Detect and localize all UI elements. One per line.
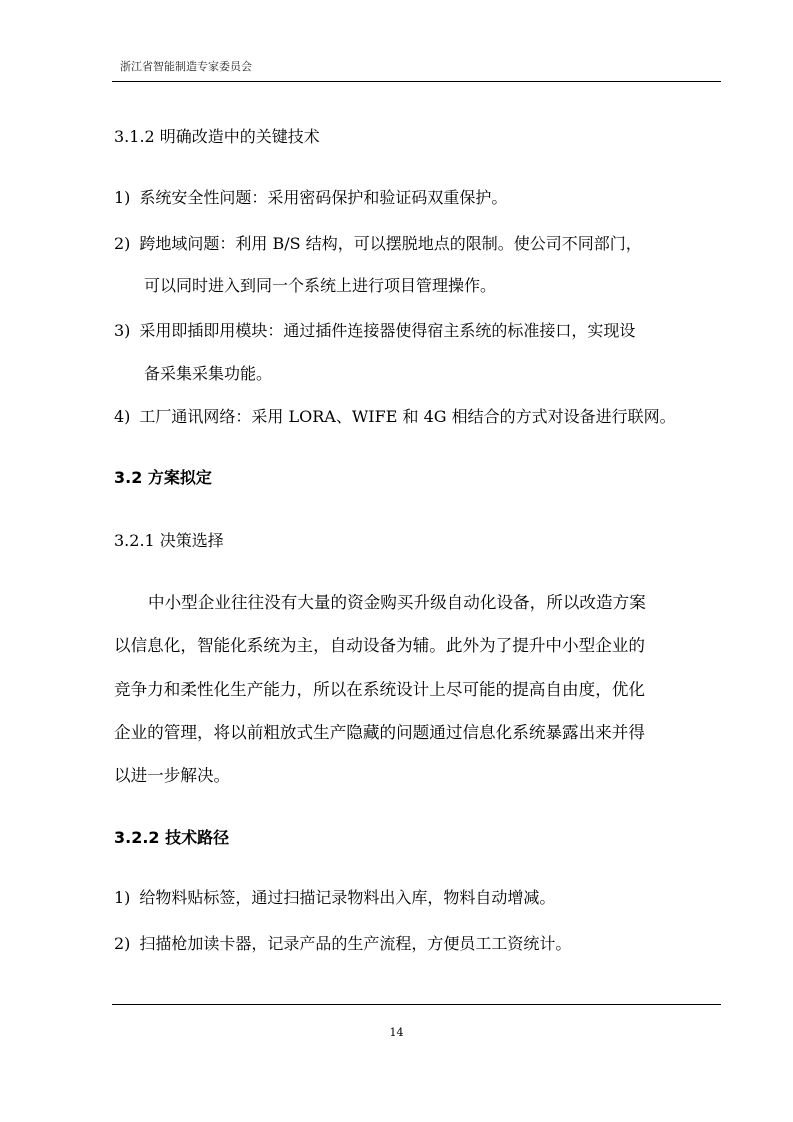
running-header: 浙江省智能制造专家委员会 [120,60,252,73]
section-heading-3-2: 3.2 方案拟定 [114,468,212,487]
list-item-number: 2) [114,934,131,953]
section-heading-3-2-1: 3.2.1 决策选择 [114,531,224,550]
paragraph-line: 中小型企业往往没有大量的资金购买升级自动化设备，所以改造方案 [148,593,646,612]
list-item-continuation: 可以同时进入到同一个系统上进行项目管理操作。 [144,276,497,295]
list-item-number: 4) [114,407,131,426]
list-item-text: 工厂通讯网络：采用 LORA、WIFE 和 4G 相结合的方式对设备进行联网。 [139,407,676,426]
list-item [114,407,676,427]
list-item-continuation: 备采集采集功能。 [144,364,273,383]
list-item [114,234,642,254]
list-item-text: 跨地域问题：利用 B/S 结构，可以摆脱地点的限制。使公司不同部门， [139,234,642,253]
list-item [114,934,571,954]
list-item-number: 1) [114,188,131,207]
list-item-text: 系统安全性问题：采用密码保护和验证码双重保护。 [139,188,508,207]
paragraph-line: 以信息化，智能化系统为主，自动设备为辅。此外为了提升中小型企业的 [114,636,645,655]
list-item [114,321,635,341]
section-heading-3-1-2: 3.1.2 明确改造中的关键技术 [114,127,320,146]
paragraph-line: 企业的管理，将以前粗放式生产隐藏的问题通过信息化系统暴露出来并得 [114,723,645,742]
header-rule [112,81,721,82]
section-heading-3-2-2: 3.2.2 技术路径 [114,828,230,847]
footer-rule [112,1004,721,1005]
list-item [114,188,507,208]
list-item-number: 3) [114,321,131,340]
list-item-text: 采用即插即用模块：通过插件连接器使得宿主系统的标准接口，实现设 [139,321,636,340]
list-item-number: 2) [114,234,131,253]
list-item-number: 1) [114,888,131,907]
list-item-text: 给物料贴标签，通过扫描记录物料出入库，物料自动增减。 [139,888,556,907]
list-item-text: 扫描枪加读卡器，记录产品的生产流程，方便员工工资统计。 [139,934,572,953]
paragraph-line: 竞争力和柔性化生产能力，所以在系统设计上尽可能的提高自由度，优化 [114,680,645,699]
paragraph-line: 以进一步解决。 [114,766,231,785]
page-number: 14 [389,1026,404,1039]
list-item [114,888,555,908]
